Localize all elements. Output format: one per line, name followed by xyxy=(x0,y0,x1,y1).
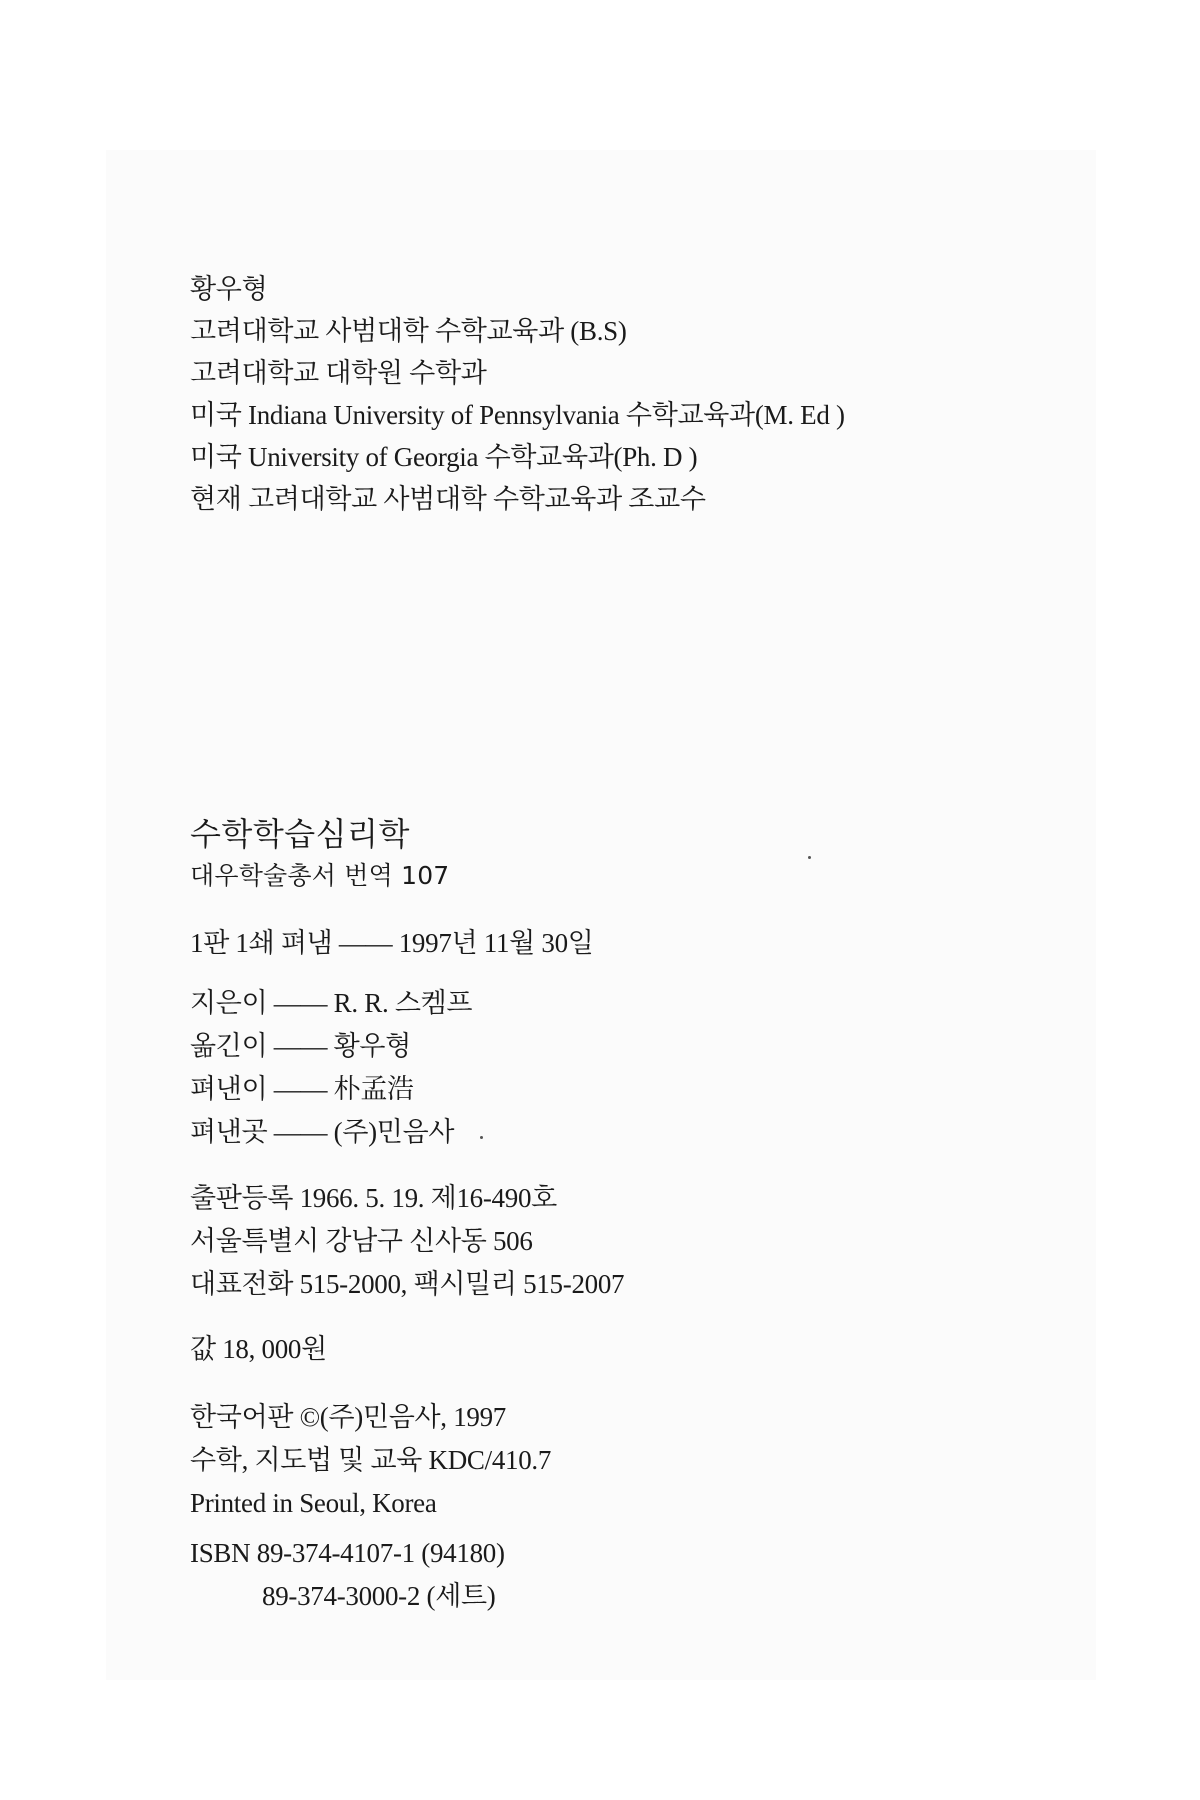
credits xyxy=(190,982,472,1154)
scan-speck xyxy=(808,856,811,859)
isbn-primary: ISBN 89-374-4107-1 (94180) xyxy=(190,1538,505,1568)
edition-line: 1판 1쇄 펴냄 —— 1997년 11월 30일 xyxy=(190,928,594,958)
book-info xyxy=(190,812,449,896)
bio-line: 미국 University of Georgia 수학교육과(Ph. D ) xyxy=(190,442,698,472)
bio-line: 미국 Indiana University of Pennsylvania 수학교육과(M. Ed ) xyxy=(190,400,845,430)
classification-line: 수학, 지도법 및 교육 KDC/410.7 xyxy=(190,1445,552,1475)
bio-line: 현재 고려대학교 사범대학 수학교육과 조교수 xyxy=(190,484,706,514)
translator-credit: 옮긴이 —— 황우형 xyxy=(190,1031,411,1061)
copyright-line: 한국어판 ©(주)민음사, 1997 xyxy=(190,1402,507,1432)
book-title: 수학학습심리학 xyxy=(190,815,410,853)
isbn-info xyxy=(190,1532,505,1618)
bio-line: 고려대학교 사범대학 수학교육과 (B.S) xyxy=(190,316,627,346)
price-line: 값 18, 000원 xyxy=(190,1334,327,1364)
book-series: 대우학술총서 번역 107 xyxy=(190,861,450,890)
author-credit: 지은이 —— R. R. 스켐프 xyxy=(190,988,473,1018)
copyright-info xyxy=(190,1396,551,1525)
isbn-set: 89-374-3000-2 (세트) xyxy=(262,1581,496,1611)
translator-name: 황우형 xyxy=(190,274,268,304)
registration-line: 출판등록 1966. 5. 19. 제16-490호 xyxy=(190,1183,557,1213)
bio-line: 고려대학교 대학원 수학과 xyxy=(190,358,487,388)
scan-speck xyxy=(480,1136,483,1139)
registry-info xyxy=(190,1177,624,1306)
publisher-credit: 펴낸이 —— 朴孟浩 xyxy=(190,1074,414,1104)
edition-info xyxy=(190,922,594,964)
printed-in-line: Printed in Seoul, Korea xyxy=(190,1488,437,1518)
price-info xyxy=(190,1328,327,1370)
address-line: 서울특별시 강남구 신사동 506 xyxy=(190,1226,533,1256)
phone-line: 대표전화 515-2000, 팩시밀리 515-2007 xyxy=(190,1269,625,1299)
publishing-house-credit: 펴낸곳 —— (주)민음사 xyxy=(190,1117,455,1147)
translator-bio xyxy=(190,268,845,520)
